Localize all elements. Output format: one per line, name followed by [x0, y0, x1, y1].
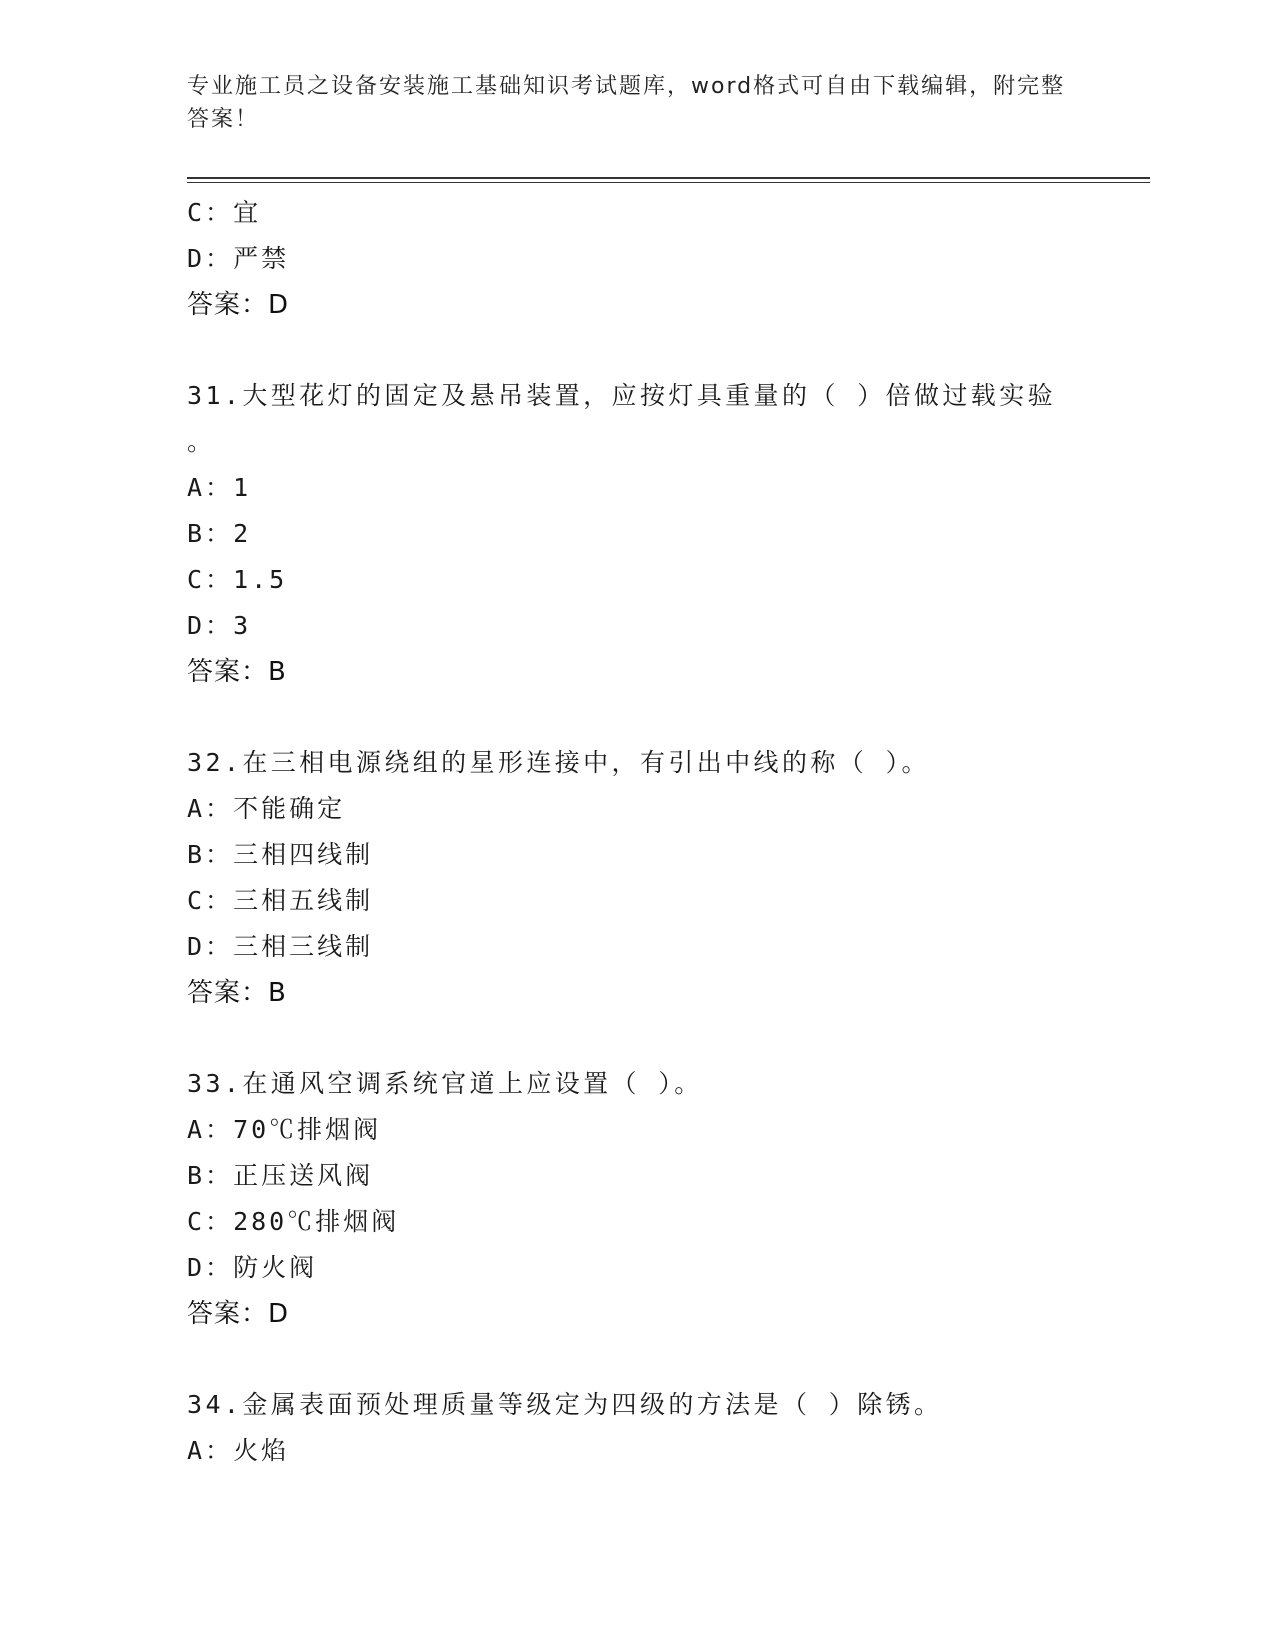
- question-list: [187, 190, 1087, 1474]
- option-a: A：火焰: [187, 1436, 290, 1465]
- option-a: A：不能确定: [187, 794, 346, 823]
- option-a: A：70℃排烟阀: [187, 1115, 382, 1144]
- question-stem: 31.大型花灯的固定及悬吊装置，应按灯具重量的（ ）倍做过载实验: [187, 381, 1057, 410]
- answer-line: 答案：D: [187, 1299, 290, 1329]
- answer-line: 答案：B: [187, 978, 287, 1008]
- question-stem-continued: 。: [187, 427, 216, 456]
- option-d: D：防火阀: [187, 1253, 318, 1282]
- header-title: 专业施工员之设备安装施工基础知识考试题库，word格式可自由下载编辑，附完整答案！: [187, 74, 1066, 132]
- question-33: [187, 1061, 1087, 1337]
- option-c: C：1.5: [187, 565, 288, 594]
- answer-line: 答案：D: [187, 290, 290, 320]
- question-34: [187, 1382, 1087, 1474]
- page-header: [187, 70, 1067, 136]
- option-c: C：宜: [187, 198, 262, 227]
- question-stem: 32.在三相电源绕组的星形连接中，有引出中线的称（ ）。: [187, 748, 930, 777]
- question-32: [187, 740, 1087, 1016]
- question-stem: 34.金属表面预处理质量等级定为四级的方法是（ ）除锈。: [187, 1390, 943, 1419]
- option-d: D：严禁: [187, 244, 290, 273]
- option-b: B：2: [187, 519, 252, 548]
- option-c: C：三相五线制: [187, 886, 374, 915]
- option-d: D：3: [187, 611, 252, 640]
- option-b: B：三相四线制: [187, 840, 374, 869]
- option-c: C：280℃排烟阀: [187, 1207, 400, 1236]
- option-d: D：三相三线制: [187, 932, 374, 961]
- question-31: [187, 373, 1087, 695]
- answer-line: 答案：B: [187, 657, 287, 687]
- header-divider-thick: [187, 177, 1150, 179]
- option-a: A：1: [187, 473, 252, 502]
- option-b: B：正压送风阀: [187, 1161, 374, 1190]
- question-stem: 33.在通风空调系统官道上应设置（ ）。: [187, 1069, 703, 1098]
- question-30-continued: [187, 190, 1087, 328]
- header-divider-thin: [187, 182, 1150, 183]
